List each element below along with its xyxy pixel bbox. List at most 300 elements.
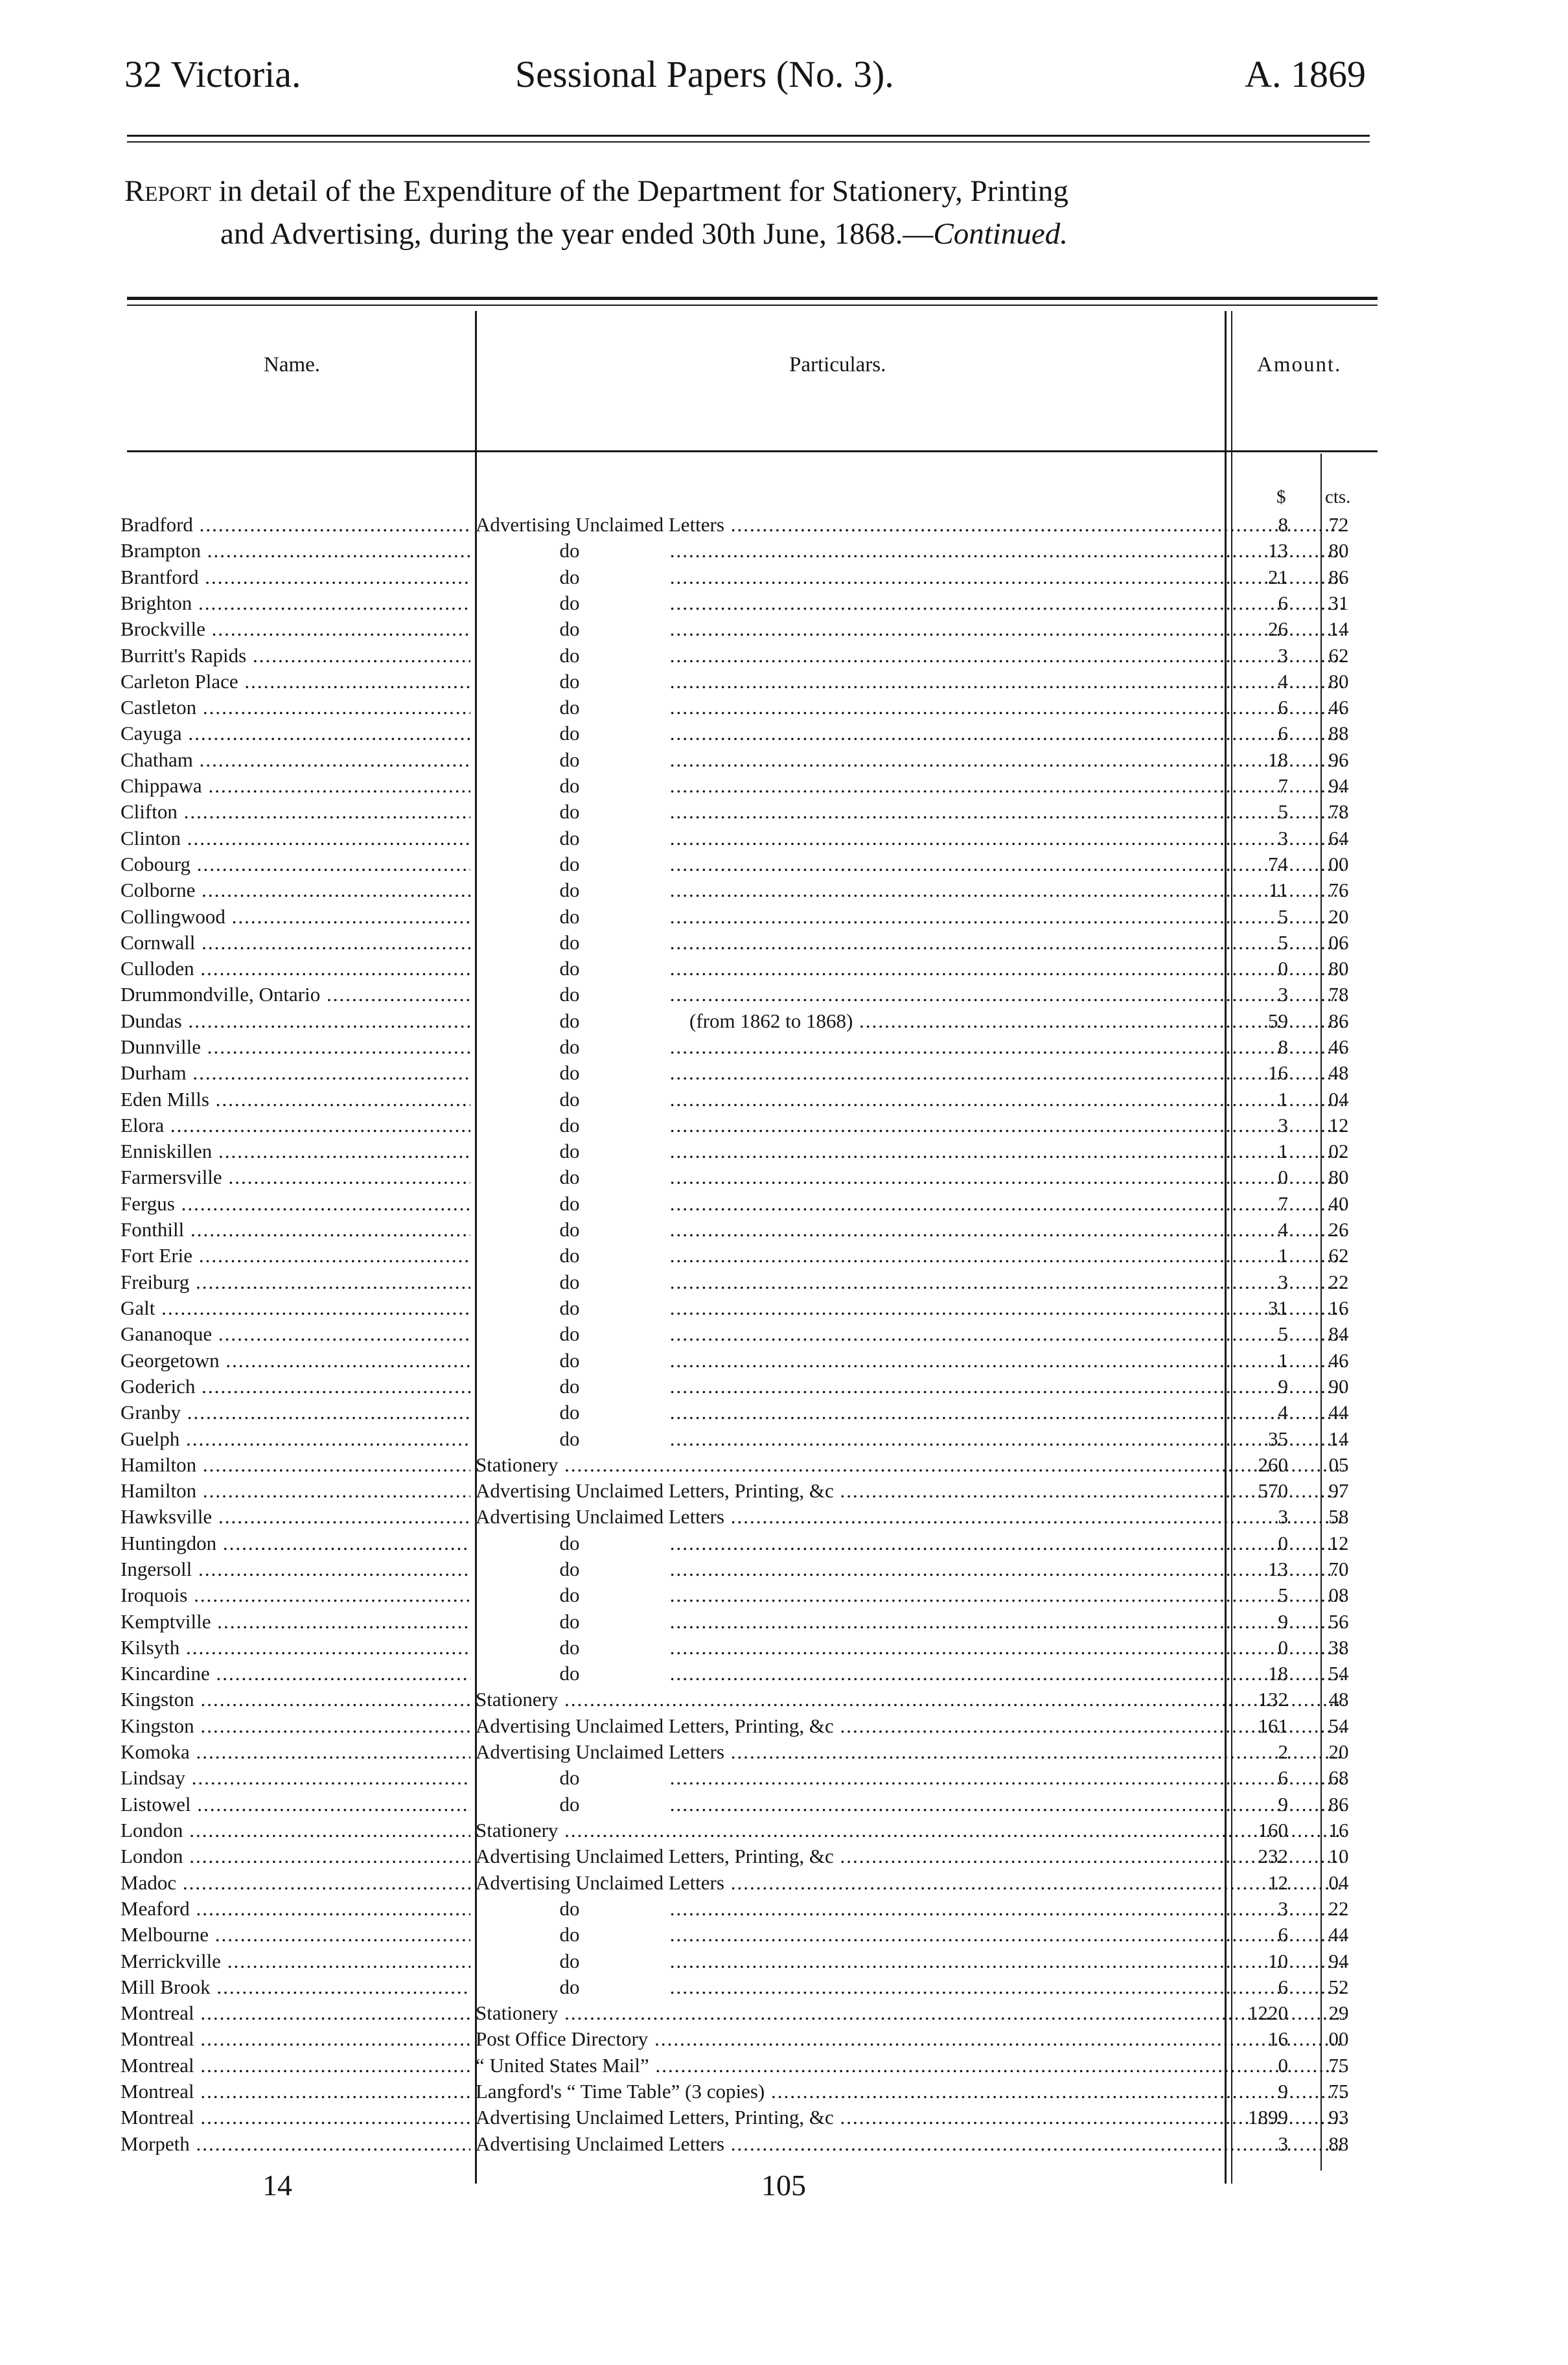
row-particulars: do xyxy=(559,1950,580,1972)
row-particulars-cell xyxy=(476,643,1344,669)
unit-dollars: $ xyxy=(1276,487,1286,507)
table-row xyxy=(121,1269,1390,1295)
row-amount-dollars: 3 xyxy=(1278,1271,1288,1293)
row-particulars: do xyxy=(559,644,580,667)
row-amount-dollars: 35 xyxy=(1268,1427,1288,1450)
row-name: Dundas xyxy=(121,1009,182,1032)
row-amount-dollars: 5 xyxy=(1278,905,1288,928)
row-particulars: Post Office Directory xyxy=(476,2027,649,2050)
row-amount-cents: 78 xyxy=(1328,800,1349,823)
row-particulars: do xyxy=(559,1766,580,1789)
row-amount-dollars: 0 xyxy=(1278,1166,1288,1188)
table-row xyxy=(121,1609,1390,1635)
table-row xyxy=(121,1922,1390,1948)
table-row xyxy=(121,1635,1390,1661)
row-particulars: do xyxy=(559,800,580,823)
row-name-cell xyxy=(121,1817,470,1843)
row-name-cell xyxy=(121,930,470,956)
row-amount-cents: 54 xyxy=(1328,1714,1349,1737)
row-particulars: do xyxy=(559,1897,580,1920)
row-particulars: do xyxy=(559,1375,580,1398)
row-particulars: do xyxy=(559,1322,580,1345)
row-particulars-cell xyxy=(476,616,1344,642)
row-particulars: do xyxy=(559,1349,580,1372)
row-name-cell xyxy=(121,616,470,642)
row-name: Brockville xyxy=(121,617,205,640)
row-particulars: do xyxy=(559,1035,580,1058)
row-particulars: do xyxy=(559,1297,580,1319)
row-amount-dollars: 5 xyxy=(1278,800,1288,823)
row-amount-cents: 04 xyxy=(1328,1088,1349,1111)
row-name-cell xyxy=(121,851,470,877)
row-particulars-cell xyxy=(476,2026,1344,2052)
table-row xyxy=(121,1661,1390,1687)
row-particulars-cell xyxy=(476,1504,1344,1530)
row-particulars-cell xyxy=(476,1400,1344,1425)
table-row xyxy=(121,1217,1390,1243)
row-name: Drummondville, Ontario xyxy=(121,983,321,1006)
table-row xyxy=(121,1138,1390,1164)
row-particulars: do xyxy=(559,1009,580,1032)
row-amount-dollars: 16 xyxy=(1268,1061,1288,1084)
row-name: Merrickville xyxy=(121,1950,221,1972)
row-particulars: do xyxy=(559,539,580,562)
row-amount-cents: 26 xyxy=(1328,1218,1349,1241)
row-particulars: Advertising Unclaimed Letters xyxy=(476,1505,724,1528)
table-row xyxy=(121,904,1390,930)
table-row xyxy=(121,877,1390,903)
running-header-center: Sessional Papers (No. 3). xyxy=(515,53,894,95)
row-particulars-cell xyxy=(476,1060,1344,1086)
row-amount-dollars: 13 xyxy=(1268,1558,1288,1580)
row-particulars: do xyxy=(559,1088,580,1111)
report-word: Report xyxy=(124,174,211,208)
row-name: Culloden xyxy=(121,957,194,980)
row-particulars: Stationery xyxy=(476,1453,559,1476)
table-row xyxy=(121,956,1390,982)
row-name-cell xyxy=(121,1948,470,1974)
row-particulars: do xyxy=(559,1793,580,1816)
table-row xyxy=(121,773,1390,799)
table-row xyxy=(121,1974,1390,2000)
row-particulars-cell xyxy=(476,1870,1344,1896)
table-rule-top xyxy=(127,297,1378,300)
row-amount-dollars: 6 xyxy=(1278,1923,1288,1946)
row-particulars-cell xyxy=(476,1609,1344,1635)
row-name: Gananoque xyxy=(121,1322,213,1345)
table-row xyxy=(121,1713,1390,1739)
row-amount-dollars: 161 xyxy=(1258,1714,1288,1737)
row-particulars-cell xyxy=(476,695,1344,721)
row-particulars: do xyxy=(559,1061,580,1084)
row-amount-dollars: 5 xyxy=(1278,1322,1288,1345)
row-particulars-cell xyxy=(476,2053,1344,2079)
table-row xyxy=(121,1243,1390,1269)
row-name: Collingwood xyxy=(121,905,225,928)
row-amount-cents: 62 xyxy=(1328,644,1349,667)
row-name: Eden Mills xyxy=(121,1088,209,1111)
row-particulars-cell xyxy=(476,1478,1344,1504)
table-row xyxy=(121,851,1390,877)
row-amount-cents: 86 xyxy=(1328,1009,1349,1032)
row-name-cell xyxy=(121,825,470,851)
row-amount-dollars: 9 xyxy=(1278,1610,1288,1633)
row-amount-cents: 48 xyxy=(1328,1061,1349,1084)
row-particulars: do xyxy=(559,748,580,771)
table-row xyxy=(121,1060,1390,1086)
row-name: Colborne xyxy=(121,879,196,901)
row-amount-dollars: 3 xyxy=(1278,2132,1288,2155)
row-particulars-cell xyxy=(476,1034,1344,1060)
row-particulars: Advertising Unclaimed Letters, Printing, &c xyxy=(476,2106,834,2128)
row-name: Burritt's Rapids xyxy=(121,644,247,667)
table-row xyxy=(121,669,1390,695)
table-row xyxy=(121,1034,1390,1060)
row-name: Melbourne xyxy=(121,1923,209,1946)
row-particulars-cell xyxy=(476,1739,1344,1765)
row-particulars: “ United States Mail” xyxy=(476,2054,649,2077)
row-name-cell xyxy=(121,1504,470,1530)
row-name: Brighton xyxy=(121,592,192,614)
row-name: Cornwall xyxy=(121,931,196,954)
row-name-cell xyxy=(121,799,470,825)
row-amount-cents: 00 xyxy=(1328,853,1349,875)
row-name: Freiburg xyxy=(121,1271,190,1293)
row-name-cell xyxy=(121,1556,470,1582)
row-particulars-cell xyxy=(476,2131,1344,2157)
row-name: Castleton xyxy=(121,696,197,719)
table-row xyxy=(121,1164,1390,1190)
unit-cents: cts. xyxy=(1325,487,1351,507)
row-amount-dollars: 160 xyxy=(1258,1819,1288,1841)
table-row xyxy=(121,1348,1390,1374)
row-particulars-cell xyxy=(476,1530,1344,1556)
row-name-cell xyxy=(121,538,470,564)
table-row xyxy=(121,1843,1390,1869)
row-amount-cents: 22 xyxy=(1328,1897,1349,1920)
row-particulars-cell xyxy=(476,669,1344,695)
row-amount-dollars: 0 xyxy=(1278,2054,1288,2077)
row-amount-cents: 06 xyxy=(1328,931,1349,954)
table-row xyxy=(121,825,1390,851)
table-row xyxy=(121,512,1390,538)
table-row xyxy=(121,1817,1390,1843)
table-row xyxy=(121,1400,1390,1425)
row-amount-cents: 86 xyxy=(1328,1793,1349,1816)
row-particulars-cell xyxy=(476,1948,1344,1974)
row-amount-cents: 46 xyxy=(1328,1349,1349,1372)
row-particulars: do xyxy=(559,1584,580,1606)
row-name: Kingston xyxy=(121,1688,194,1711)
row-particulars-cell xyxy=(476,1661,1344,1687)
row-particulars: do xyxy=(559,957,580,980)
header-rule-bottom xyxy=(127,141,1370,143)
row-amount-cents: 40 xyxy=(1328,1192,1349,1215)
row-amount-cents: 88 xyxy=(1328,2132,1349,2155)
row-particulars-cell xyxy=(476,1765,1344,1791)
table-row xyxy=(121,1896,1390,1922)
row-name: Kilsyth xyxy=(121,1636,180,1659)
row-amount-dollars: 1 xyxy=(1278,1349,1288,1372)
row-name-cell xyxy=(121,590,470,616)
row-amount-dollars: 1 xyxy=(1278,1140,1288,1162)
report-title xyxy=(124,170,1375,255)
row-particulars: do xyxy=(559,1532,580,1554)
table-row xyxy=(121,2105,1390,2130)
row-name-cell xyxy=(121,643,470,669)
row-particulars-cell xyxy=(476,1687,1344,1713)
row-name: Carleton Place xyxy=(121,670,238,693)
column-header-amount: Amount. xyxy=(1257,353,1342,376)
row-amount-cents: 86 xyxy=(1328,566,1349,588)
row-amount-cents: 54 xyxy=(1328,1662,1349,1685)
row-particulars-cell xyxy=(476,1896,1344,1922)
row-name-cell xyxy=(121,669,470,695)
row-particulars-cell xyxy=(476,1269,1344,1295)
row-name-cell xyxy=(121,1217,470,1243)
row-name-cell xyxy=(121,1138,470,1164)
row-amount-cents: 58 xyxy=(1328,1505,1349,1528)
row-amount-cents: 46 xyxy=(1328,696,1349,719)
row-amount-cents: 44 xyxy=(1328,1401,1349,1424)
row-particulars: do xyxy=(559,853,580,875)
table-row xyxy=(121,721,1390,746)
table-row xyxy=(121,1452,1390,1478)
row-amount-dollars: 16 xyxy=(1268,2027,1288,2050)
row-amount-dollars: 3 xyxy=(1278,1505,1288,1528)
row-name: Clifton xyxy=(121,800,178,823)
row-name: Farmersville xyxy=(121,1166,222,1188)
row-name-cell xyxy=(121,1269,470,1295)
row-amount-cents: 08 xyxy=(1328,1584,1349,1606)
table-row xyxy=(121,2000,1390,2026)
row-name: Brampton xyxy=(121,539,201,562)
row-particulars-cell xyxy=(476,1321,1344,1347)
row-name-cell xyxy=(121,1452,470,1478)
row-amount-dollars: 132 xyxy=(1258,1688,1288,1711)
row-amount-cents: 12 xyxy=(1328,1114,1349,1136)
table-row xyxy=(121,2079,1390,2105)
row-name-cell xyxy=(121,1400,470,1425)
row-amount-cents: 70 xyxy=(1328,1558,1349,1580)
row-particulars: do xyxy=(559,617,580,640)
row-amount-cents: 00 xyxy=(1328,2027,1349,2050)
row-name: Dunnville xyxy=(121,1035,201,1058)
row-name: Chatham xyxy=(121,748,193,771)
row-name: Montreal xyxy=(121,2002,194,2024)
table-row xyxy=(121,564,1390,590)
running-header-left: 32 Victoria. xyxy=(124,53,301,95)
row-particulars-cell xyxy=(476,1817,1344,1843)
table-row xyxy=(121,1321,1390,1347)
row-particulars: do xyxy=(559,1114,580,1136)
row-particulars-cell xyxy=(476,1138,1344,1164)
row-amount-cents: 72 xyxy=(1328,513,1349,536)
row-amount-dollars: 9 xyxy=(1278,1375,1288,1398)
row-particulars: do xyxy=(559,1192,580,1215)
row-amount-cents: 64 xyxy=(1328,827,1349,849)
row-name: Montreal xyxy=(121,2054,194,2077)
row-name-cell xyxy=(121,721,470,746)
row-particulars: do xyxy=(559,1218,580,1241)
title-continued: Continued. xyxy=(933,217,1068,251)
row-particulars: Advertising Unclaimed Letters xyxy=(476,1740,724,1763)
row-name-cell xyxy=(121,1374,470,1400)
row-particulars-cell xyxy=(476,1582,1344,1608)
row-amount-cents: 14 xyxy=(1328,1427,1349,1450)
table-rule-top-thin xyxy=(127,305,1378,306)
row-name: Iroquois xyxy=(121,1584,188,1606)
row-amount-dollars: 232 xyxy=(1258,1845,1288,1867)
row-amount-cents: 29 xyxy=(1328,2002,1349,2024)
row-name-cell xyxy=(121,2053,470,2079)
row-name-cell xyxy=(121,1243,470,1269)
row-particulars-note: (from 1862 to 1868) xyxy=(689,1009,853,1032)
row-amount-cents: 84 xyxy=(1328,1322,1349,1345)
row-name-cell xyxy=(121,1635,470,1661)
row-particulars-cell xyxy=(476,512,1344,538)
table-row xyxy=(121,1739,1390,1765)
row-amount-dollars: 570 xyxy=(1258,1479,1288,1502)
row-amount-dollars: 3 xyxy=(1278,1114,1288,1136)
row-name: Montreal xyxy=(121,2027,194,2050)
row-name-cell xyxy=(121,1661,470,1687)
row-name: Cobourg xyxy=(121,853,190,875)
row-amount-cents: 16 xyxy=(1328,1297,1349,1319)
row-particulars-cell xyxy=(476,1243,1344,1269)
row-name: Guelph xyxy=(121,1427,180,1450)
row-particulars-cell xyxy=(476,799,1344,825)
row-amount-dollars: 4 xyxy=(1278,1218,1288,1241)
row-name-cell xyxy=(121,2000,470,2026)
row-amount-dollars: 4 xyxy=(1278,1401,1288,1424)
row-particulars: do xyxy=(559,1923,580,1946)
row-name: Fonthill xyxy=(121,1218,185,1241)
row-name: Huntingdon xyxy=(121,1532,217,1554)
row-particulars-cell xyxy=(476,590,1344,616)
row-amount-dollars: 13 xyxy=(1268,539,1288,562)
row-amount-cents: 02 xyxy=(1328,1140,1349,1162)
row-name: Bradford xyxy=(121,513,193,536)
table-row xyxy=(121,1687,1390,1713)
row-amount-dollars: 1 xyxy=(1278,1244,1288,1267)
table-row xyxy=(121,1530,1390,1556)
row-name-cell xyxy=(121,1295,470,1321)
row-particulars-cell xyxy=(476,1426,1344,1452)
row-name: Lindsay xyxy=(121,1766,185,1789)
table-row xyxy=(121,1191,1390,1217)
row-name: Komoka xyxy=(121,1740,190,1763)
row-particulars-cell xyxy=(476,747,1344,773)
row-name-cell xyxy=(121,1922,470,1948)
row-name: Goderich xyxy=(121,1375,196,1398)
row-particulars-cell xyxy=(476,851,1344,877)
row-particulars: do xyxy=(559,1244,580,1267)
row-particulars: do xyxy=(559,983,580,1006)
page-number: 105 xyxy=(761,2169,806,2202)
row-particulars-cell xyxy=(476,2105,1344,2130)
row-name: Georgetown xyxy=(121,1349,220,1372)
row-particulars-cell xyxy=(476,930,1344,956)
table-row xyxy=(121,1504,1390,1530)
row-name-cell xyxy=(121,1164,470,1190)
row-name-cell xyxy=(121,1426,470,1452)
table-row xyxy=(121,930,1390,956)
table-row xyxy=(121,1948,1390,1974)
row-name-cell xyxy=(121,2026,470,2052)
row-amount-cents: 20 xyxy=(1328,1740,1349,1763)
row-name-cell xyxy=(121,1687,470,1713)
row-amount-cents: 94 xyxy=(1328,774,1349,797)
row-name-cell xyxy=(121,1008,470,1034)
row-amount-cents: 76 xyxy=(1328,879,1349,901)
table-row xyxy=(121,2131,1390,2157)
row-amount-cents: 62 xyxy=(1328,1244,1349,1267)
row-name: Granby xyxy=(121,1401,181,1424)
table-row xyxy=(121,1556,1390,1582)
table-row xyxy=(121,1765,1390,1791)
row-name: Montreal xyxy=(121,2106,194,2128)
row-name: Listowel xyxy=(121,1793,191,1816)
row-name-cell xyxy=(121,904,470,930)
row-particulars-cell xyxy=(476,825,1344,851)
title-line-2: and Advertising, during the year ended 30th June, 1868.— xyxy=(220,217,934,251)
row-amount-cents: 68 xyxy=(1328,1766,1349,1789)
table-row xyxy=(121,1008,1390,1034)
row-amount-cents: 80 xyxy=(1328,1166,1349,1188)
row-amount-dollars: 12 xyxy=(1268,1871,1288,1894)
row-particulars: Advertising Unclaimed Letters xyxy=(476,2132,724,2155)
row-amount-dollars: 10 xyxy=(1268,1950,1288,1972)
row-particulars: do xyxy=(559,1140,580,1162)
row-amount-cents: 88 xyxy=(1328,722,1349,744)
row-name-cell xyxy=(121,1792,470,1817)
table-row xyxy=(121,1374,1390,1400)
row-name-cell xyxy=(121,747,470,773)
row-amount-dollars: 9 xyxy=(1278,2080,1288,2103)
row-name-cell xyxy=(121,564,470,590)
row-particulars: Stationery xyxy=(476,1688,559,1711)
row-amount-dollars: 3 xyxy=(1278,644,1288,667)
row-amount-dollars: 3 xyxy=(1278,1897,1288,1920)
row-amount-dollars: 0 xyxy=(1278,1636,1288,1659)
row-amount-cents: 96 xyxy=(1328,748,1349,771)
row-amount-dollars: 59 xyxy=(1268,1009,1288,1032)
row-name-cell xyxy=(121,1348,470,1374)
row-amount-cents: 04 xyxy=(1328,1871,1349,1894)
row-particulars-cell xyxy=(476,1113,1344,1138)
row-amount-dollars: 18 xyxy=(1268,1662,1288,1685)
row-amount-dollars: 18 xyxy=(1268,748,1288,771)
row-particulars-cell xyxy=(476,1635,1344,1661)
row-particulars: do xyxy=(559,905,580,928)
row-name-cell xyxy=(121,1739,470,1765)
table-row xyxy=(121,1295,1390,1321)
row-name-cell xyxy=(121,1896,470,1922)
row-amount-cents: 10 xyxy=(1328,1845,1349,1867)
row-amount-cents: 56 xyxy=(1328,1610,1349,1633)
row-name-cell xyxy=(121,2079,470,2105)
row-name-cell xyxy=(121,877,470,903)
row-particulars: do xyxy=(559,879,580,901)
row-particulars-cell xyxy=(476,1922,1344,1948)
row-name-cell xyxy=(121,512,470,538)
row-amount-dollars: 7 xyxy=(1278,1192,1288,1215)
row-amount-cents: 80 xyxy=(1328,670,1349,693)
row-particulars-cell xyxy=(476,1974,1344,2000)
row-name-cell xyxy=(121,956,470,982)
row-name: Montreal xyxy=(121,2080,194,2103)
